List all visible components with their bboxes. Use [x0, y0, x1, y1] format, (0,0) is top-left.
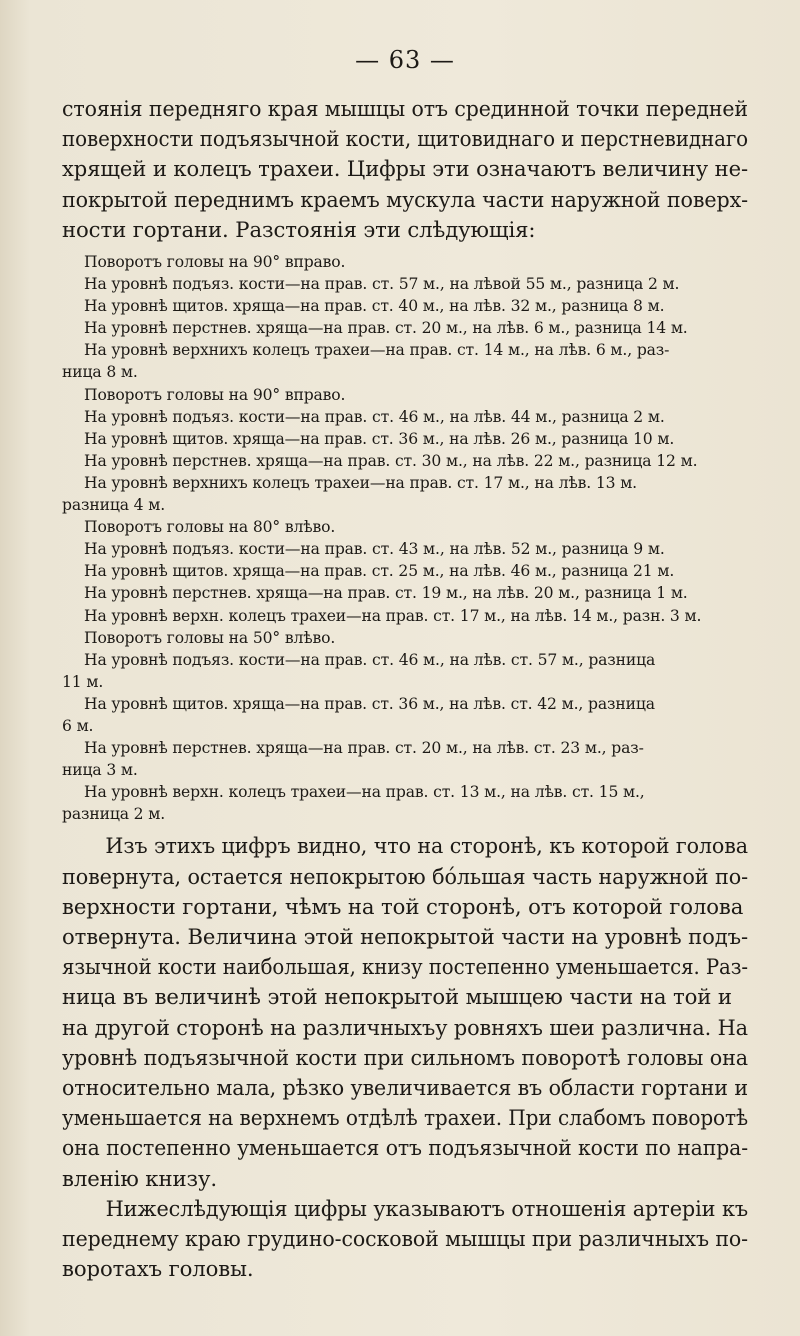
- measurement-line: На уровнѣ перстнев. хряща—на прав. ст. 20 м., на лѣв. 6 м., разница 14 м.: [84, 319, 688, 338]
- text-line: на другой сторонѣ на различныхъу ровняхъ шеи различна. На: [62, 1014, 748, 1040]
- page-number: — 63 —: [355, 46, 455, 74]
- conclusion-paragraph: [62, 831, 748, 1284]
- text-line: воротахъ головы.: [62, 1256, 254, 1282]
- measurement-line: Поворотъ головы на 90° вправо.: [84, 385, 346, 404]
- text-line: Изъ этихъ цифръ видно, что на сторонѣ, къ которой голова: [105, 833, 748, 859]
- measurement-line: 11 м.: [62, 672, 104, 691]
- text-line: язычной кости наибольшая, книзу постепенно уменьшается. Раз-: [62, 954, 748, 980]
- measurement-line: На уровнѣ верхн. колецъ трахеи—на прав. ст. 13 м., на лѣв. ст. 15 м.,: [84, 783, 645, 802]
- measurement-line: На уровнѣ подъяз. кости—на прав. ст. 46 м., на лѣв. ст. 57 м., разница: [84, 650, 656, 669]
- text-line: переднему краю грудино-сосковой мышцы при различныхъ по-: [62, 1226, 748, 1252]
- text-line: относительно мала, рѣзко увеличивается въ области гортани и: [62, 1075, 748, 1101]
- measurement-line: ница 3 м.: [62, 761, 138, 780]
- text-line: хрящей и колецъ трахеи. Цифры эти означаютъ величину не-: [62, 156, 748, 182]
- measurement-line: Поворотъ головы на 50° влѣво.: [84, 628, 336, 647]
- text-line: уровнѣ подъязычной кости при сильномъ поворотѣ головы она: [62, 1044, 748, 1070]
- measurement-line: На уровнѣ верхнихъ колецъ трахеи—на прав. ст. 17 м., на лѣв. 13 м.: [84, 473, 637, 492]
- measurement-line: На уровнѣ щитов. хряща—на прав. ст. 40 м., на лѣв. 32 м., разница 8 м.: [84, 297, 665, 316]
- measurement-line: На уровнѣ щитов. хряща—на прав. ст. 36 м., на лѣв. 26 м., разница 10 м.: [84, 429, 675, 448]
- measurement-line: разница 2 м.: [62, 805, 166, 824]
- text-line: отвернута. Величина этой непокрытой части на уровнѣ подъ-: [62, 924, 748, 950]
- text-line: уменьшается на верхнемъ отдѣлѣ трахеи. При слабомъ поворотѣ: [62, 1105, 748, 1131]
- measurement-line: На уровнѣ верхнихъ колецъ трахеи—на прав. ст. 14 м., на лѣв. 6 м., раз-: [84, 341, 670, 360]
- text-line: стоянія передняго края мышцы отъ срединной точки передней: [62, 96, 748, 121]
- text-line: она постепенно уменьшается отъ подъязычной кости по напра-: [62, 1135, 748, 1161]
- measurement-line: На уровнѣ подъяз. кости—на прав. ст. 46 м., на лѣв. 44 м., разница 2 м.: [84, 407, 665, 426]
- measurement-line: На уровнѣ щитов. хряща—на прав. ст. 36 м., на лѣв. ст. 42 м., разница: [84, 694, 655, 713]
- measurement-line: Поворотъ головы на 90° вправо.: [84, 253, 346, 272]
- measurement-line: На уровнѣ щитов. хряща—на прав. ст. 25 м., на лѣв. 46 м., разница 21 м.: [84, 562, 675, 581]
- measurement-line: На уровнѣ верхн. колецъ трахеи—на прав. ст. 17 м., на лѣв. 14 м., разн. 3 м.: [84, 606, 702, 625]
- measurement-line: На уровнѣ подъяз. кости—на прав. ст. 57 м., на лѣвой 55 м., разница 2 м.: [84, 275, 680, 294]
- text-line: верхности гортани, чѣмъ на той сторонѣ, отъ которой голова: [62, 893, 744, 919]
- measurement-line: На уровнѣ подъяз. кости—на прав. ст. 43 м., на лѣв. 52 м., разница 9 м.: [84, 540, 665, 559]
- measurement-line: На уровнѣ перстнев. хряща—на прав. ст. 20 м., на лѣв. ст. 23 м., раз-: [84, 739, 644, 758]
- text-line: ница въ величинѣ этой непокрытой мышцею части на той и: [62, 984, 732, 1010]
- measurements-list: [62, 251, 748, 825]
- text-line: поверхности подъязычной кости, щитовиднаго и перстневиднаго: [62, 126, 748, 152]
- measurement-line: ница 8 м.: [62, 363, 138, 382]
- measurement-line: Поворотъ головы на 80° влѣво.: [84, 518, 336, 537]
- text-line: повернута, остается непокрытою бо́льшая часть наружной по-: [62, 863, 748, 889]
- measurement-line: На уровнѣ перстнев. хряща—на прав. ст. 19 м., на лѣв. 20 м., разница 1 м.: [84, 584, 688, 603]
- measurement-line: 6 м.: [62, 716, 94, 735]
- measurement-line: разница 4 м.: [62, 496, 166, 515]
- text-line: Нижеслѣдующія цифры указываютъ отношенія артеріи къ: [105, 1195, 748, 1221]
- text-line: ности гортани. Разстоянія эти слѣдующія:: [62, 216, 536, 242]
- text-line: покрытой переднимъ краемъ мускула части наружной поверх-: [62, 186, 748, 212]
- intro-paragraph: [62, 94, 748, 245]
- measurement-line: На уровнѣ перстнев. хряща—на прав. ст. 30 м., на лѣв. 22 м., разница 12 м.: [84, 451, 698, 470]
- text-line: вленію книзу.: [62, 1165, 217, 1191]
